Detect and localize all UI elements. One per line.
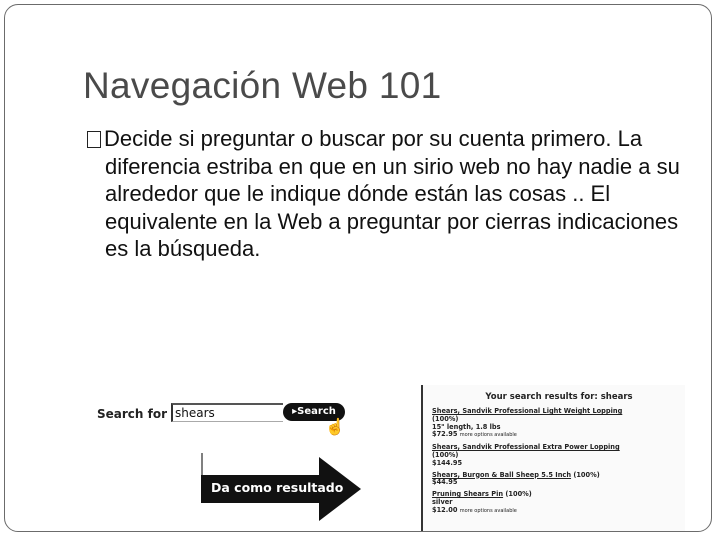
result-detail: silver xyxy=(432,497,453,506)
results-image xyxy=(421,385,685,532)
result-price: $72.95 xyxy=(432,430,458,439)
result-score: (100%) xyxy=(573,470,600,479)
bullet-box-icon xyxy=(87,131,101,148)
bullet-paragraph xyxy=(87,125,697,263)
result-link: Shears, Sandvik Professional Light Weight Lopping xyxy=(432,407,623,415)
arrow-label: Da como resultado xyxy=(211,480,344,495)
list-item xyxy=(432,472,685,488)
result-arrow xyxy=(201,453,367,523)
result-link: Pruning Shears Pin xyxy=(432,490,504,499)
result-price: $12.00 xyxy=(432,505,458,514)
result-score: (100%) xyxy=(505,490,532,499)
list-item xyxy=(432,491,685,515)
search-label: Search for xyxy=(97,407,168,421)
bullet-text: Decide si preguntar o buscar por su cuenta primero. La diferencia estriba en que en un sirio web no hay nadie a su alrededor que le indique dónde están las cosas .. El equivalente en la Web a preguntar por cierras indicaciones es la búsqueda. xyxy=(104,126,680,262)
search-button: ▸Search xyxy=(283,403,345,421)
result-note: more options available xyxy=(459,432,517,439)
results-heading: Your search results for: shears xyxy=(485,392,633,402)
result-link: Shears, Sandvik Professional Extra Power Lopping xyxy=(432,443,620,452)
result-detail: 15" length, 1.8 lbs xyxy=(432,422,501,431)
result-score: (100%) xyxy=(432,414,459,423)
result-price: $144.95 xyxy=(432,458,463,467)
hand-pointer-icon: ☝ xyxy=(325,419,345,436)
search-input: shears xyxy=(171,403,283,422)
search-image xyxy=(93,393,363,441)
result-score: (100%) xyxy=(432,450,459,459)
slide xyxy=(4,4,712,532)
slide-title: Navegación Web 101 xyxy=(83,65,442,106)
result-note: more options available xyxy=(459,507,517,514)
list-item xyxy=(432,444,685,467)
result-price: $44.95 xyxy=(432,478,458,487)
result-link: Shears, Burgon & Ball Sheep 5.5 Inch xyxy=(432,470,572,479)
search-button-label: Search xyxy=(297,406,336,417)
list-item xyxy=(432,408,685,440)
